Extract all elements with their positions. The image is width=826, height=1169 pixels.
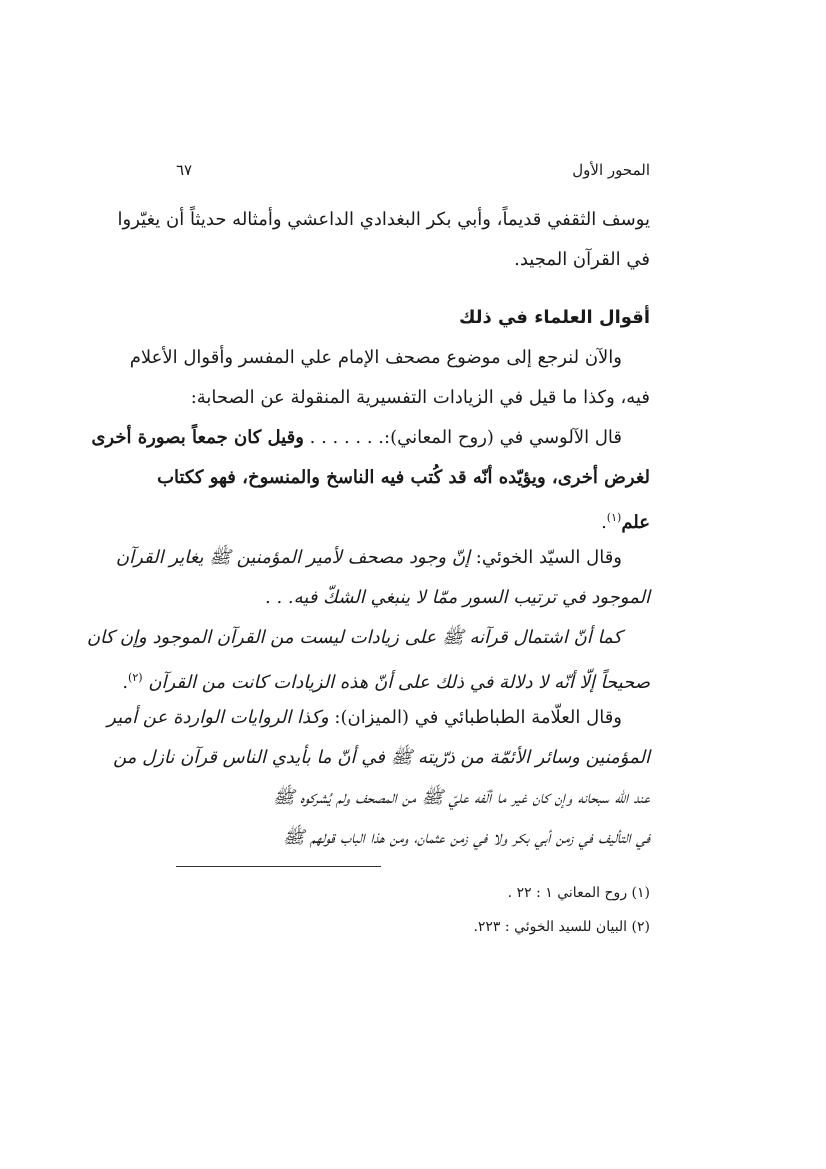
- main-text: [86, 200, 650, 858]
- quote-line: [115, 538, 650, 578]
- quote-text: صحيحاً إلّا أنّه لا دلالة في ذلك على أنّ هذه الزيادات كانت من القرآن: [148, 672, 650, 693]
- paragraph-line: والآن لنرجع إلى موضوع مصحف الإمام علي المفسر وأقوال الأعلام: [129, 347, 622, 368]
- footnote: (٢) البيان للسيد الخوئي : ٢٢٣.: [473, 919, 650, 935]
- chapter-title: المحور الأول: [572, 161, 650, 179]
- quote-line: [175, 498, 650, 538]
- quote-line: المؤمنين وسائر الأئمّة من ذرّيته ﷺ في أنّ ما بأيدي الناس قرآن نازل من: [113, 747, 650, 768]
- quote-end: .: [601, 512, 607, 533]
- quote-line: في التأليف في زمن أبي بكر ولا في زمن عثمان، ومن هذا الباب قولهم ﷺ: [282, 827, 650, 848]
- quote-intro: وقال السيّد الخوئي:: [470, 547, 622, 568]
- paragraph-line: في القرآن المجيد.: [514, 249, 650, 270]
- quote-end: .: [122, 672, 129, 693]
- quote-text: وكذا الروايات الواردة عن أمير: [107, 707, 329, 728]
- footnote-ref: (٢): [128, 671, 143, 684]
- quote-line: [107, 698, 650, 738]
- quote-line: عند الله سبحانه وإن كان غير ما ألّفه عليّ ﷺ من المصحف ولم يُشركوه ﷺ: [272, 787, 650, 808]
- paragraph-line: فيه، وكذا ما قيل في الزيادات التفسيرية المنقولة عن الصحابة:: [190, 387, 650, 408]
- footnote: (١) روح المعاني ١ : ٢٢ .: [507, 885, 650, 901]
- quote-line: كما أنّ اشتمال قرآنه ﷺ على زيادات ليست من القرآن الموجود وإن كان: [86, 627, 622, 648]
- quote-intro: وقال العلّامة الطباطبائي في (الميزان):: [328, 707, 622, 728]
- paragraph-line: يوسف الثقفي قديماً، وأبي بكر البغدادي الداعشي وأمثاله حديثاً أن يغيّروا: [117, 209, 650, 230]
- quote-line: لغرض أخرى، ويؤيّده أنّه قد كُتب فيه الناسخ والمنسوخ، فهو ككتاب: [157, 467, 650, 488]
- quote-line: الموجود في ترتيب السور ممّا لا ينبغي الشكّ فيه. . .: [265, 587, 650, 608]
- footnote-ref: (١): [606, 511, 622, 524]
- footnote-divider: [176, 866, 381, 867]
- quote-text: علم: [621, 512, 650, 533]
- page-number: ٦٧: [176, 161, 193, 179]
- section-heading: أقوال العلماء في ذلك: [458, 307, 650, 328]
- quote-line: [91, 418, 650, 458]
- footnotes: [473, 876, 650, 944]
- quote-line: [122, 658, 650, 698]
- quote-text: إنّ وجود مصحف لأمير المؤمنين ﷺ يغاير القرآن: [115, 547, 471, 568]
- quote-text: وقيل كان جمعاً بصورة أخرى: [91, 427, 304, 448]
- quote-intro: قال الآلوسي في (روح المعاني):. . . . . . .: [303, 427, 622, 448]
